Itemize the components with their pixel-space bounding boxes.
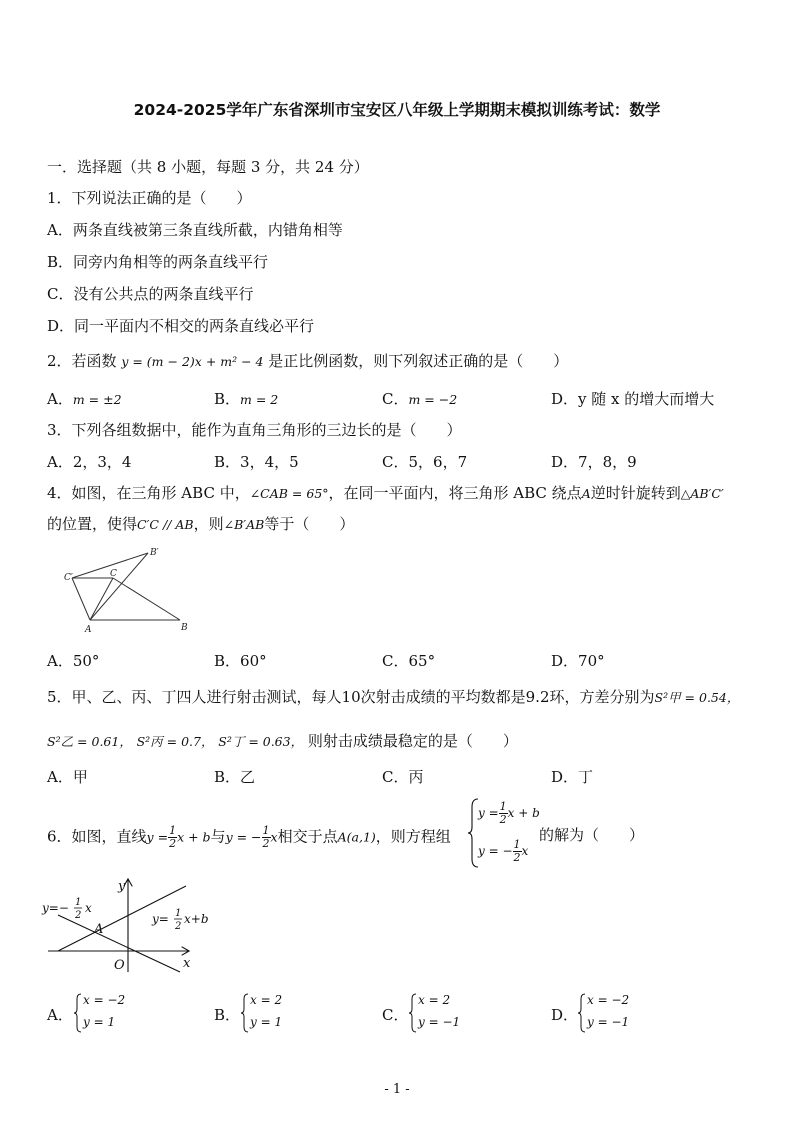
q4-triangle-figure	[60, 546, 210, 638]
q5-variance-bing: S²丙 = 0.7，	[136, 734, 214, 749]
q5-option-c: C．丙	[382, 768, 424, 786]
q1-option-d: D．同一平面内不相交的两条直线必平行	[47, 317, 315, 335]
q3-option-d: D．7，8，9	[551, 453, 637, 471]
q6-option-b-eq2: y = 1	[250, 1015, 283, 1029]
q1-option-a: A．两条直线被第三条直线所截，内错角相等	[47, 221, 343, 239]
q4-stem-line1: 4．如图，在三角形 ABC 中，∠CAB = 65°，在同一平面内，将三角形 ABC 绕点A逆时针旋转到△AB′C′	[47, 484, 724, 502]
q6-option-a-eq2: y = 1	[83, 1015, 116, 1029]
svg-text:y=−: y=−	[42, 901, 69, 915]
q4-segment-acp	[72, 578, 90, 620]
q4-label-b: B	[181, 623, 188, 633]
q1-stem: 1．下列说法正确的是（ ）	[47, 189, 252, 207]
q6-system-eq2: y = − $\frac{1}{2}$ x	[478, 838, 529, 864]
q5-variance-ding: S²丁 = 0.63，	[218, 734, 304, 749]
q4-option-d: D．70°	[551, 652, 605, 670]
q6-stem: 6．如图，直线y = $\frac{1}{2}$ x + b与y = − $\frac{1}{2}$ x相交于点A(a,1)，则方程组	[47, 824, 451, 850]
q2-stem-post: 是正比例函数，则下列叙述正确的是（ ）	[268, 352, 569, 370]
q6-label-origin: O	[114, 958, 125, 973]
q6-system-eq1: y = $\frac{1}{2}$ x + b	[478, 800, 540, 826]
q6-label-line2	[151, 908, 209, 932]
q6-label-line1	[41, 897, 92, 921]
q6-label-point-a: A	[94, 922, 104, 937]
svg-text:2: 2	[175, 921, 182, 932]
q6-stem-end: 的解为（ ）	[539, 826, 645, 844]
q6-option-d-eq1: x = −2	[587, 993, 630, 1007]
q5-variance-yi: S²乙 = 0.61，	[47, 734, 132, 749]
q6-frac-half-2: $\frac{1}{2}$	[262, 824, 270, 850]
section-header: 一．选择题（共 8 小题，每题 3 分，共 24 分）	[47, 158, 369, 176]
q2-option-d: D．y 随 x 的增大而增大	[551, 390, 715, 408]
q6-option-c-brace	[408, 993, 418, 1033]
q4-segment-ac	[90, 578, 113, 620]
q3-option-b: B．3，4，5	[214, 453, 299, 471]
q5-stem-line2: S²乙 = 0.61， S²丙 = 0.7， S²丁 = 0.63， 则射击成绩最稳定的是（ ）	[47, 732, 518, 750]
q4-option-c: C．65°	[382, 652, 436, 670]
q2-option-b: B．m = 2	[214, 390, 279, 408]
q6-option-b-eq1: x = 2	[250, 993, 283, 1007]
q4-stem-line2: 的位置，使得C′C // AB，则∠B′AB等于（ ）	[47, 515, 355, 533]
q1-option-b: B．同旁内角相等的两条直线平行	[47, 253, 269, 271]
svg-text:x+b: x+b	[184, 912, 209, 926]
page-number: - 1 -	[384, 1082, 410, 1097]
q2-option-c: C．m = −2	[382, 390, 458, 408]
q2-stem-pre: 2．若函数	[47, 352, 117, 370]
q2-stem	[47, 351, 568, 372]
q4-option-b: B．60°	[214, 652, 267, 670]
q3-stem: 3．下列各组数据中，能作为直角三角形的三边长的是（ ）	[47, 421, 462, 439]
q3-option-a: A．2，3，4	[47, 453, 132, 471]
q6-option-b-label: B．	[214, 1006, 241, 1024]
svg-text:2: 2	[75, 910, 82, 921]
q6-option-c-eq1: x = 2	[418, 993, 451, 1007]
q6-option-a-brace	[73, 993, 83, 1033]
q6-option-d-eq2: y = −1	[587, 1015, 630, 1029]
q5-stem-line1: 5．甲、乙、丙、丁四人进行射击测试，每人10次射击成绩的平均数都是9.2环，方差分别为S²甲 = 0.54，	[47, 688, 740, 706]
q6-option-d-brace	[577, 993, 587, 1033]
q6-point-a: A(a,1)	[337, 829, 376, 845]
svg-text:1: 1	[75, 897, 82, 908]
q6-label-y: y	[118, 879, 126, 894]
q4-label-cp: C′	[64, 573, 73, 583]
q6-option-c-label: C．	[382, 1006, 409, 1024]
q6-graph-figure	[40, 872, 210, 977]
q6-option-c-eq2: y = −1	[418, 1015, 461, 1029]
q4-segment-cb	[113, 578, 180, 620]
q4-label-bp: B′	[150, 548, 159, 558]
q4-label-c: C	[110, 569, 117, 579]
q6-option-d-label: D．	[551, 1006, 579, 1024]
q5-variance-jia: S²甲 = 0.54，	[654, 690, 740, 705]
q6-option-a-eq1: x = −2	[83, 993, 126, 1007]
q6-frac-half-1: $\frac{1}{2}$	[169, 824, 177, 850]
q5-option-d: D．丁	[551, 768, 594, 786]
q5-option-a: A．甲	[47, 768, 88, 786]
q2-option-a: A．m = ±2	[47, 390, 122, 408]
q6-option-b-brace	[240, 993, 250, 1033]
q4-label-a: A	[85, 625, 92, 635]
q5-option-b: B．乙	[214, 768, 256, 786]
q4-option-a: A．50°	[47, 652, 100, 670]
q3-option-c: C．5，6，7	[382, 453, 468, 471]
page-title: 2024-2025学年广东省深圳市宝安区八年级上学期期末模拟训练考试：数学	[133, 101, 661, 119]
q6-option-a-label: A．	[47, 1006, 73, 1024]
svg-text:y=: y=	[152, 912, 169, 926]
q2-formula: y = (m − 2)x + m² − 4	[121, 354, 264, 369]
svg-text:x: x	[85, 901, 92, 915]
q1-option-c: C．没有公共点的两条直线平行	[47, 285, 254, 303]
svg-text:1: 1	[175, 908, 182, 919]
q6-label-x: x	[183, 956, 191, 971]
